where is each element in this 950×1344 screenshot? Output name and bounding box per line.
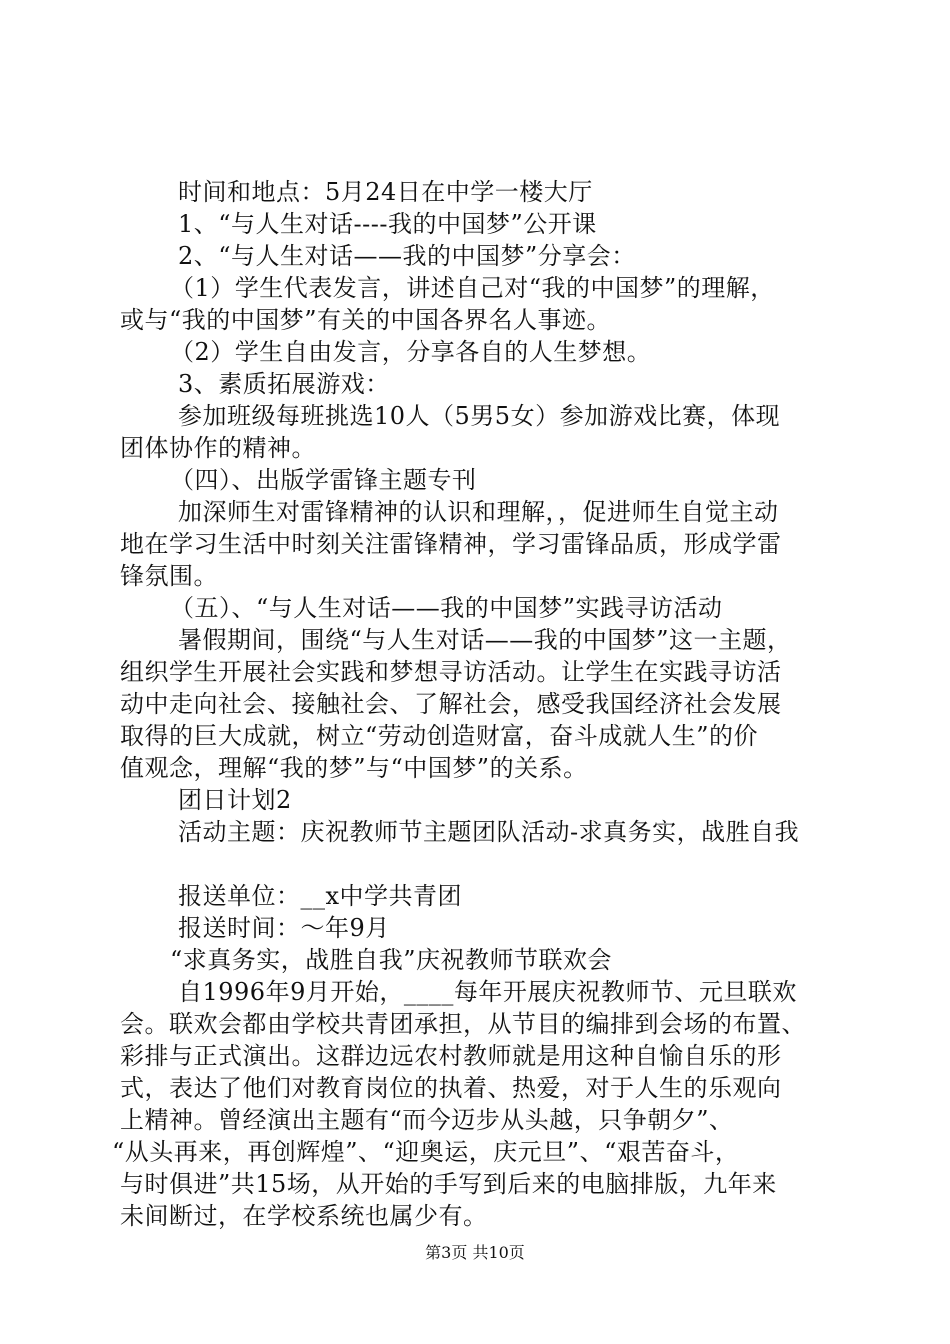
text-line: 报送单位：__x中学共青团 <box>178 882 463 910</box>
text-line: 1、“与人生对话----我的中国梦”公开课 <box>178 210 597 238</box>
text-line: （四）、出版学雷锋主题专刊 <box>170 466 477 494</box>
text-line: 暑假期间，围绕“与人生对话——我的中国梦”这一主题， <box>178 626 792 654</box>
text-line: 或与“我的中国梦”有关的中国各界名人事迹。 <box>120 306 612 334</box>
text-line: 3、素质拓展游戏： <box>178 370 390 398</box>
text-line: 时间和地点：5月24日在中学一楼大厅 <box>178 178 593 206</box>
text-line: 锋氛围。 <box>120 562 218 590</box>
text-line: “从头再来，再创辉煌”、“迎奥运，庆元旦”、“艰苦奋斗， <box>112 1138 740 1166</box>
text-line: 与时俱进”共15场，从开始的手写到后来的电脑排版，九年来 <box>120 1170 777 1198</box>
text-line: 组织学生开展社会实践和梦想寻访活动。让学生在实践寻访活 <box>120 658 782 686</box>
text-line: 动中走向社会、接触社会、了解社会，感受我国经济社会发展 <box>120 690 782 718</box>
text-line: （五）、“与人生对话——我的中国梦”实践寻访活动 <box>170 594 723 622</box>
page-number-footer: 第3页 共10页 <box>425 1243 525 1262</box>
text-line: 2、“与人生对话——我的中国梦”分享会： <box>178 242 636 270</box>
text-line: 取得的巨大成就，树立“劳动创造财富，奋斗成就人生”的价 <box>120 722 759 750</box>
text-line: 活动主题：庆祝教师节主题团队活动-求真务实，战胜自我 <box>178 818 800 846</box>
text-line: 上精神。曾经演出主题有“而今迈步从头越，只争朝夕”、 <box>120 1106 734 1134</box>
text-line: 团体协作的精神。 <box>120 434 316 462</box>
text-line: 未间断过，在学校系统也属少有。 <box>120 1202 488 1230</box>
text-line: （1）学生代表发言，讲述自己对“我的中国梦”的理解， <box>170 274 775 302</box>
text-line: 彩排与正式演出。这群边远农村教师就是用这种自愉自乐的形 <box>120 1042 782 1070</box>
text-line: （2）学生自由发言，分享各自的人生梦想。 <box>170 338 652 366</box>
text-line: 报送时间：～年9月 <box>178 914 390 942</box>
text-line: 参加班级每班挑选10人（5男5女）参加游戏比赛，体现 <box>178 402 781 430</box>
text-line: 自1996年9月开始，____每年开展庆祝教师节、元旦联欢 <box>178 978 797 1006</box>
text-line: 会。联欢会都由学校共青团承担，从节目的编排到会场的布置、 <box>120 1010 806 1038</box>
text-line: 值观念，理解“我的梦”与“中国梦”的关系。 <box>120 754 588 782</box>
text-line: 式，表达了他们对教育岗位的执着、热爱，对于人生的乐观向 <box>120 1074 782 1102</box>
text-line: 团日计划2 <box>178 786 292 814</box>
text-line: 加深师生对雷锋精神的认识和理解，，促进师生自觉主动 <box>178 498 779 526</box>
text-line: “求真务实，战胜自我”庆祝教师节联欢会 <box>170 946 613 974</box>
text-line: 地在学习生活中时刻关注雷锋精神，学习雷锋品质，形成学雷 <box>120 530 782 558</box>
